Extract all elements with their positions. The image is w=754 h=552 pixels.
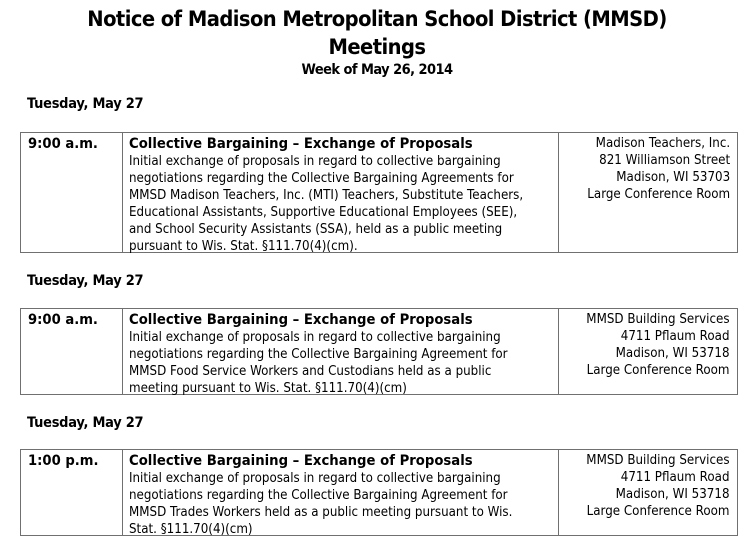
location-line: Madison, WI 53703 (616, 170, 730, 185)
day-heading: Tuesday, May 27 (27, 415, 144, 431)
meeting-table (20, 308, 738, 395)
location-line: MMSD Building Services (586, 453, 730, 468)
description-line: Stat. §111.70(4)(cm) (129, 522, 253, 537)
location-line: 821 Williamson Street (598, 153, 730, 168)
location-line: Large Conference Room (587, 504, 730, 519)
meeting-table (20, 449, 738, 536)
description-cell (122, 133, 559, 252)
description-line: Educational Assistants, Supportive Educational Employees (SEE), (129, 205, 518, 220)
meeting-table (20, 132, 738, 253)
meeting-location (587, 311, 730, 379)
description-line: negotiations regarding the Collective Bargaining Agreement for (129, 347, 508, 362)
location-line: 4711 Pflaum Road (621, 329, 730, 344)
meeting-location (587, 452, 730, 520)
location-cell (558, 309, 737, 394)
description-cell (122, 309, 559, 394)
location-line: Large Conference Room (587, 363, 730, 378)
location-cell (558, 133, 737, 252)
description-cell (122, 450, 559, 535)
meeting-title: Collective Bargaining – Exchange of Proposals (129, 136, 473, 152)
location-cell (558, 450, 737, 535)
meeting-description (129, 470, 550, 538)
meeting-title: Collective Bargaining – Exchange of Proposals (129, 453, 473, 469)
time-cell (21, 309, 123, 394)
meeting-title: Collective Bargaining – Exchange of Proposals (129, 312, 473, 328)
description-line: meeting pursuant to Wis. Stat. §111.70(4)(cm) (129, 381, 407, 396)
time-cell (21, 133, 123, 252)
location-line: 4711 Pflaum Road (621, 470, 730, 485)
location-line: Madison Teachers, Inc. (595, 136, 730, 151)
meeting-location (587, 135, 730, 203)
meeting-description (129, 153, 550, 255)
description-line: MMSD Food Service Workers and Custodians held as a public (129, 364, 492, 379)
meeting-time: 1:00 p.m. (28, 453, 99, 469)
day-heading: Tuesday, May 27 (27, 273, 144, 289)
description-line: negotiations regarding the Collective Bargaining Agreement for (129, 488, 508, 503)
location-line: Madison, WI 53718 (616, 346, 730, 361)
description-line: and School Security Assistants (SSA), held as a public meeting (129, 222, 503, 237)
location-line: Madison, WI 53718 (616, 487, 730, 502)
description-line: MMSD Madison Teachers, Inc. (MTI) Teachers, Substitute Teachers, (129, 188, 524, 203)
description-line: MMSD Trades Workers held as a public meeting pursuant to Wis. (129, 505, 513, 520)
notice-subtitle: Week of May 26, 2014 (301, 62, 453, 78)
notice-title-line-2: Meetings (328, 35, 426, 59)
description-line: Initial exchange of proposals in regard to collective bargaining (129, 330, 501, 345)
time-cell (21, 450, 123, 535)
location-line: Large Conference Room (587, 187, 730, 202)
day-heading: Tuesday, May 27 (27, 96, 144, 112)
notice-title-line-1: Notice of Madison Metropolitan School District (MMSD) (87, 7, 667, 31)
description-line: negotiations regarding the Collective Bargaining Agreements for (129, 171, 514, 186)
description-line: Initial exchange of proposals in regard to collective bargaining (129, 154, 501, 169)
meeting-time: 9:00 a.m. (28, 312, 98, 328)
description-line: Initial exchange of proposals in regard to collective bargaining (129, 471, 501, 486)
meeting-description (129, 329, 550, 397)
meeting-time: 9:00 a.m. (28, 136, 98, 152)
location-line: MMSD Building Services (586, 312, 730, 327)
description-line: pursuant to Wis. Stat. §111.70(4)(cm). (129, 239, 358, 254)
